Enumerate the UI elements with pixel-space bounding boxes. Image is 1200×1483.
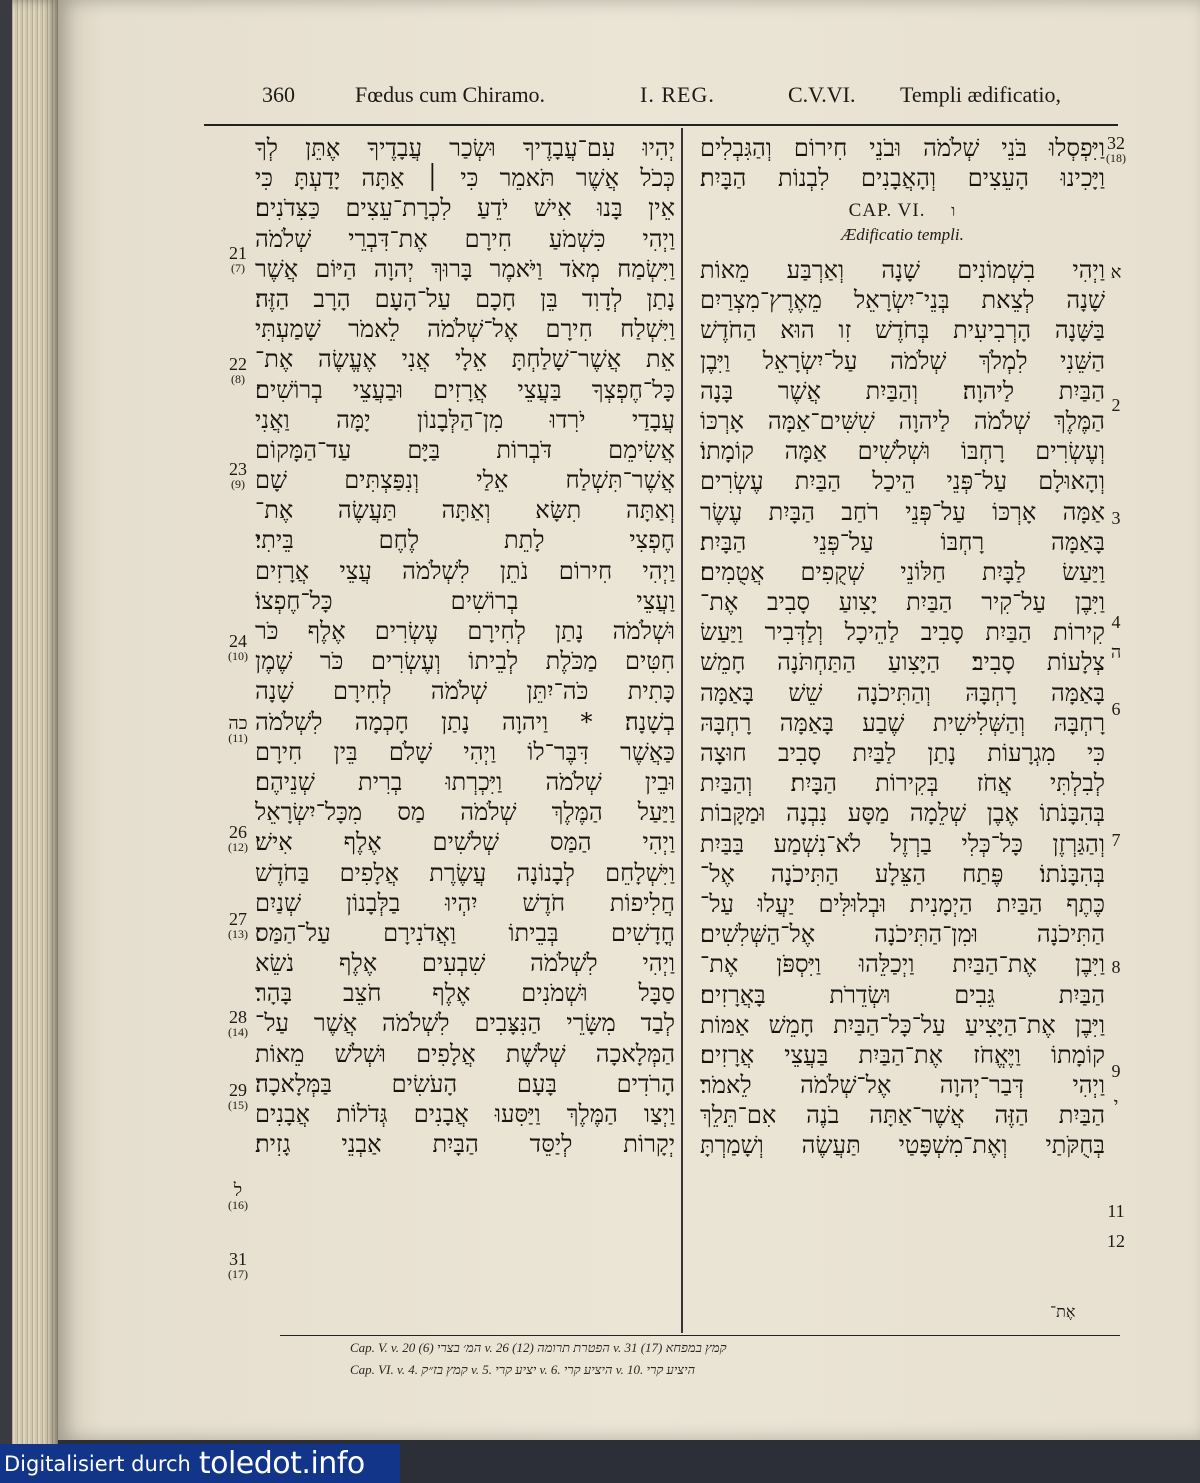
verse-number-main: 27 [229, 909, 247, 929]
verse-number-main: 28 [229, 1007, 247, 1027]
verse-number [222, 459, 254, 492]
text-line: אַמָּה אָרְכּוֹ עַל־פְּנֵי רֹחַב הַבָּיִת עֶשֶׂר [700, 497, 1105, 526]
text-line: כָּתִית כֹּה־יִתֵּן שְׁלֹמֹה לְחִירָם שָׁנָה [255, 677, 675, 706]
verse-number-sub: (8) [231, 372, 245, 386]
digitization-banner[interactable] [0, 1444, 400, 1483]
left-text-column [255, 133, 675, 1159]
verse-number [1100, 1231, 1132, 1251]
text-line: וּבֵין שְׁלֹמֹה וַיִּכְרְתוּ בְרִית שְׁנֵיהֶם׃ [255, 767, 675, 796]
text-line: יְקָרוֹת לְיַסֵּד הַבָּיִת אַבְנֵי גָזִית׃ [255, 1130, 675, 1159]
text-line: וַיָּכִינוּ הָעֵצִים וְהָאֲבָנִים לִבְנוֹת הַבָּיִת׃ [700, 164, 1105, 193]
verse-number-sub: (18) [1106, 151, 1126, 165]
text-line: הַמֶּלֶךְ שְׁלֹמֹה לַיהוָה שִׁשִּׁים־אַמָּה אָרְכּוֹ [700, 406, 1105, 435]
text-line: וְעֶשְׂרִים רָחְבּוֹ וּשְׁלֹשִׁים אַמָּה קוֹמָתוֹ׃ [700, 437, 1105, 466]
text-line: לְבִלְתִּי אֲחֹז בְּקִירוֹת הַבָּיִת׃ וְהַבַּיִת [700, 769, 1105, 798]
page-number: 360 [262, 82, 295, 107]
text-line: כָּל־חֶפְצְךָ בַּעֲצֵי אֲרָזִים וּבַעֲצֵי בְרוֹשִׁים׃ [255, 375, 675, 404]
chapter-subtitle: Ædificatio templi. [841, 225, 964, 244]
verse-number [1100, 508, 1132, 528]
text-line: וַיִּפְסְלוּ בֹּנֵי שְׁלֹמֹה וּבֹנֵי חִירוֹם וְהַגִּבְלִים [700, 134, 1105, 162]
text-line: כֶּתֶף הַבַּיִת הַיְמָנִית וּבְלוּלִּים יַעֲלוּ עַל־ [700, 889, 1105, 918]
text-line: כְּכֹל אֲשֶׁר תֹּאמֵר כִּי ׀ אַתָּה יָדַעְתָּ כִּי [255, 164, 675, 193]
text-line: הָרֹדִים בָּעָם הָעֹשִׂים בַּמְּלָאכָה׃ [255, 1069, 675, 1098]
text-line: וְהָאוּלָם עַל־פְּנֵי הֵיכַל הַבַּיִת עֶשְׂרִים [700, 467, 1105, 496]
verse-number-main: 8 [1111, 957, 1121, 977]
verse-number-main: 11 [1107, 1201, 1125, 1221]
text-line: הַבַּיִת הַזֶּה אֲשֶׁר־אַתָּה בֹנֶה אִם־תֵּלֵךְ [700, 1101, 1105, 1130]
text-line: כַּאֲשֶׁר דִּבֶּר־לוֹ וַיְהִי שָׁלֹם בֵּין חִירָם [255, 737, 675, 766]
text-line: בַּשָּׁנָה הָרְבִיעִית בְּחֹדֶשׁ זִו הוּא הַחֹדֶשׁ [700, 316, 1105, 345]
text-line: וַיִּשְׁלַח חִירָם אֶל־שְׁלֹמֹה לֵאמֹר שָׁמַעְתִּי [255, 315, 675, 344]
book-cover-edge [0, 0, 12, 1483]
verse-number [222, 1249, 254, 1282]
verse-number-main: 4 [1111, 612, 1121, 632]
verse-number [222, 713, 254, 746]
verse-number-main: 26 [229, 822, 247, 842]
text-line: וַיְהִי דְּבַר־יְהוָה אֶל־שְׁלֹמֹה לֵאמֹר׃ [700, 1071, 1105, 1100]
text-line: וַיִּבֶן אֶת־הַיָּצִיעַ עַל־כָּל־הַבַּיִת חָמֵשׁ אַמּוֹת [700, 1010, 1105, 1039]
verse-number-main: ל [233, 1180, 243, 1200]
text-line: וְהַגַּרְזֶן כָּל־כְּלִי בַרְזֶל לֹא־נִשְׁמַע בַּבַּיִת [700, 829, 1105, 858]
text-line: וַיְהִי בִשְׁמוֹנִים שָׁנָה וְאַרְבַּע מֵאוֹת [700, 256, 1105, 284]
text-line: וַיִּשְׂמַח מְאֹד וַיֹּאמֶר בָּרוּךְ יְהוָה הַיּוֹם אֲשֶׁר [255, 254, 675, 283]
verse-number-main: 9 [1111, 1061, 1121, 1081]
column-divider [681, 128, 683, 1333]
text-line: בָּאַמָּה רָחְבּוֹ עַל־פְּנֵי הַבָּיִת׃ [700, 527, 1105, 556]
verse-number-main: 12 [1107, 1231, 1125, 1251]
verse-number-main: 3 [1111, 508, 1121, 528]
verse-number [1100, 1094, 1132, 1114]
verse-number [1100, 395, 1132, 415]
footnote-line-1: Cap. V. v. 20 (6) המ׳ בצרי v. 26 (12) הפטרת תרומה v. 31 (17) קמץ במפחא [350, 1340, 727, 1355]
verse-number-sub: (13) [228, 927, 248, 941]
verse-number-main: א [1110, 262, 1122, 282]
text-line: בְשָׁנָה׃ * וַיהוָה נָתַן חָכְמָה לִשְׁלֹמֹה [255, 707, 675, 736]
footnote-line-2: Cap. VI. v. 4. קמץ בז״ק v. 5. יציע קרי v. 6. היציע קרי v. 10. היציע קרי [350, 1362, 696, 1377]
text-line: וְאַתָּה תִשָּׂא וְאַתָּה תַּעֲשֶׂה אֶת־ [255, 496, 675, 525]
verse-number [1100, 262, 1132, 282]
verse-number-sub: (9) [231, 477, 245, 491]
verse-number-main: 23 [229, 459, 247, 479]
chapter-reference: C.V.VI. [788, 82, 856, 107]
verse-number [1100, 612, 1132, 632]
verse-number [222, 909, 254, 942]
text-line: וַיַּעַל הַמֶּלֶךְ שְׁלֹמֹה מַס מִכָּל־יִשְׂרָאֵל [255, 798, 675, 827]
verse-number-main: י [1113, 1094, 1119, 1114]
verse-number-main: 22 [229, 354, 247, 374]
text-line: נָתַן לְדָוִד בֵּן חָכָם עַל־הָעָם הָרָב הַזֶּה׃ [255, 284, 675, 313]
verse-number [1100, 1201, 1132, 1221]
text-line: בְּהִבָּנֹתוֹ אֶבֶן שְׁלֵמָה מַסָּע נִבְנָה וּמַקָּבוֹת [700, 799, 1105, 828]
banner-prefix: Digitalisiert durch [4, 1451, 191, 1476]
verse-number-sub: (10) [228, 649, 248, 663]
verse-number [1100, 830, 1132, 850]
verse-number-sub: (17) [228, 1267, 248, 1281]
text-line: הַבַּיִת גֵּבִים וּשְׂדֵרֹת בָּאֲרָזִים׃ [700, 980, 1105, 1009]
text-line: כִּי מִגְרָעוֹת נָתַן לַבַּיִת סָבִיב חוּצָה [700, 739, 1105, 767]
text-line: אֵת אֲשֶׁר־שָׁלַחְתָּ אֵלָי אֲנִי אֶעֱשֶׂה אֶת־ [255, 345, 675, 374]
verse-number-main: 6 [1111, 699, 1121, 719]
text-line: אֵין בָּנוּ אִישׁ יֹדֵעַ לִכְרָת־עֵצִים כַּצִּדֹנִים׃ [255, 194, 675, 223]
verse-number [222, 354, 254, 387]
text-line: חִטִּים מַכֹּלֶת לְבֵיתוֹ וְעֶשְׂרִים כֹּר שֶׁמֶן [255, 647, 675, 676]
text-line: וַיְהִי הַמַּס שְׁלֹשִׁים אֶלֶף אִישׁ׃ [255, 828, 675, 857]
verse-number [1100, 957, 1132, 977]
verse-number-sub: (11) [228, 731, 248, 745]
text-line: וַעֲצֵי בְרוֹשִׁים כָּל־חֶפְצוֹ׃ [255, 586, 675, 615]
text-line: לְבַד מִשָּׂרֵי הַנִּצָּבִים לִשְׁלֹמֹה אֲשֶׁר עַל־ [255, 1009, 675, 1038]
text-line: וַיְהִי כִּשְׁמֹעַ חִירָם אֶת־דִּבְרֵי שְׁלֹמֹה [255, 224, 675, 253]
right-text-column [700, 255, 1105, 1161]
verse-number [222, 822, 254, 855]
verse-number [222, 1180, 254, 1213]
text-line: חֲלִיפוֹת חֹדֶשׁ יִהְיוּ בַלְּבָנוֹן שְׁנַיִם [255, 888, 675, 917]
banner-brand-link[interactable]: toledot.info [198, 1446, 365, 1481]
text-line: אֲשֶׁר־תִּשְׁלַח אֵלַי וְנִפַּצְתִּים שָׁם [255, 466, 675, 495]
text-line: חֶפְצִי לָתֵת לֶחֶם בֵּיתִי׃ [255, 526, 675, 555]
verse-number-sub: (7) [231, 261, 245, 275]
text-line: שָׁנָה לְצֵאת בְּנֵי־יִשְׂרָאֵל מֵאֶרֶץ־מִצְרַיִם [700, 286, 1105, 315]
verse-number [222, 1080, 254, 1113]
verse-number [1100, 699, 1132, 719]
verse-number-sub: (15) [228, 1098, 248, 1112]
footnote-rule [280, 1335, 1120, 1336]
verse-number-main: כה [228, 713, 248, 733]
text-line: וַיִּשְׁלָחֵם לְבָנוֹנָה עֲשֶׂרֶת אֲלָפִים בַּחֹדֶשׁ [255, 858, 675, 887]
text-line: יְהִיוּ עִם־עֲבָדֶיךָ וּשְׂכַר עֲבָדֶיךָ אֶתֵּן לְךָ [255, 134, 675, 162]
verse-number-sub: (16) [228, 1198, 248, 1212]
text-line: וַיְצַו הַמֶּלֶךְ וַיַּסִּעוּ אֲבָנִים גְּדֹלוֹת אֲבָנִים [255, 1100, 675, 1128]
left-running-title: Fœdus cum Chiramo. [355, 82, 546, 107]
right-column-top-lines [700, 133, 1105, 193]
text-line: הַתִּיכֹנָה וּמִן־הַתִּיכֹנָה אֶל־הַשְּׁלִשִׁים׃ [700, 920, 1105, 949]
text-line: הַשֵּׁנִי לִמְלֹךְ שְׁלֹמֹה עַל־יִשְׂרָאֵל וַיִּבֶן [700, 346, 1105, 375]
verse-number-main: 21 [229, 243, 247, 263]
chapter-hebrew-number: ו [951, 203, 957, 220]
book-reference: I. REG. [640, 82, 715, 107]
verse-number-sub: (12) [228, 840, 248, 854]
text-line: צְלָעוֹת סָבִיב׃ הַיָּצִועַ הַתַּחְתֹּנָה חָמֵשׁ [700, 648, 1105, 677]
chapter-heading: CAP. VI. ו [848, 200, 957, 221]
text-line: וַיְהִי חִירוֹם נֹתֵן לִשְׁלֹמֹה עֲצֵי אֲרָזִים [255, 556, 675, 585]
text-line: הַמְּלָאכָה שְׁלֹשֶׁת אֲלָפִים וּשְׁלֹשׁ מֵאוֹת [255, 1039, 675, 1068]
text-line: אֲשִׂימֵם דֹּבְרוֹת בַּיָּם עַד־הַמָּקוֹם [255, 435, 675, 464]
catchword: אֶת־ [1050, 1302, 1076, 1321]
verse-number [222, 243, 254, 276]
verse-number-main: 24 [229, 631, 247, 651]
verse-number-sub: (14) [228, 1025, 248, 1039]
right-running-title: Templi ædificatio, [900, 82, 1061, 107]
text-line: רָחְבָּהּ וְהַשְּׁלִישִׁית שֶׁבַע בָּאַמָּה רָחְבָּהּ [700, 708, 1105, 737]
text-line: וַיִּבֶן אֶת־הַבַּיִת וַיְכַלֵּהוּ וַיִּסְפֹּן אֶת־ [700, 950, 1105, 979]
header-rule [204, 124, 1118, 126]
verse-number [222, 1007, 254, 1040]
verse-number [1100, 133, 1132, 166]
text-line: בָּאַמָּה רָחְבָּהּ וְהַתִּיכֹנָה שֵׁשׁ בָּאַמָּה [700, 678, 1105, 707]
verse-number-main: 31 [229, 1249, 247, 1269]
text-line: בְּהִבָּנֹתוֹ׃ פֶּתַח הַצֵּלָע הַתִּיכֹנָה אֶל־ [700, 859, 1105, 888]
text-line: וַיִּבֶן עַל־קִיר הַבַּיִת יָצִועַ סָבִיב אֶת־ [700, 588, 1105, 617]
text-line: וַיְהִי לִשְׁלֹמֹה שִׁבְעִים אֶלֶף נֹשֵׂא [255, 949, 675, 978]
text-line: וַיַּעַשׂ לַבָּיִת חַלּוֹנֵי שְׁקֻפִים אֲטֻמִים׃ [700, 557, 1105, 586]
verse-number-main: ה [1110, 642, 1122, 662]
verse-number-main: 2 [1111, 395, 1121, 415]
text-line: קוֹמָתוֹ וַיֶּאֱחֹז אֶת־הַבַּיִת בַּעֲצֵי אֲרָזִים׃ [700, 1040, 1105, 1069]
verse-number-main: 7 [1111, 830, 1121, 850]
running-header [200, 82, 1070, 122]
text-line: בְּחֻקֹּתַי וְאֶת־מִשְׁפָּטַי תַּעֲשֶׂה וְשָׁמַרְתָּ [700, 1131, 1105, 1160]
verse-number [222, 631, 254, 664]
text-line: קִירוֹת הַבַּיִת סָבִיב לַהֵיכָל וְלַדְּבִיר וַיַּעַשׂ [700, 618, 1105, 647]
verse-number [1100, 1061, 1132, 1081]
text-line: עֲבָדַי יֹרִדוּ מִן־הַלְּבָנוֹן יָמָּה וַאֲנִי [255, 405, 675, 434]
text-line: הַבַּיִת לַיהוָה׃ וְהַבַּיִת אֲשֶׁר בָּנָה [700, 376, 1105, 405]
verse-number-main: 29 [229, 1080, 247, 1100]
text-line: וּשְׁלֹמֹה נָתַן לְחִירָם עֶשְׂרִים אֶלֶף כֹּר [255, 617, 675, 645]
verse-number-main: 32 [1107, 133, 1125, 153]
text-line: חֳדָשִׁים בְּבֵיתוֹ וַאֲדֹנִירָם עַל־הַמַּס׃ [255, 918, 675, 947]
text-line: סַבָּל וּשְׁמֹנִים אֶלֶף חֹצֵב בָּהָר׃ [255, 979, 675, 1008]
verse-number [1100, 642, 1132, 662]
